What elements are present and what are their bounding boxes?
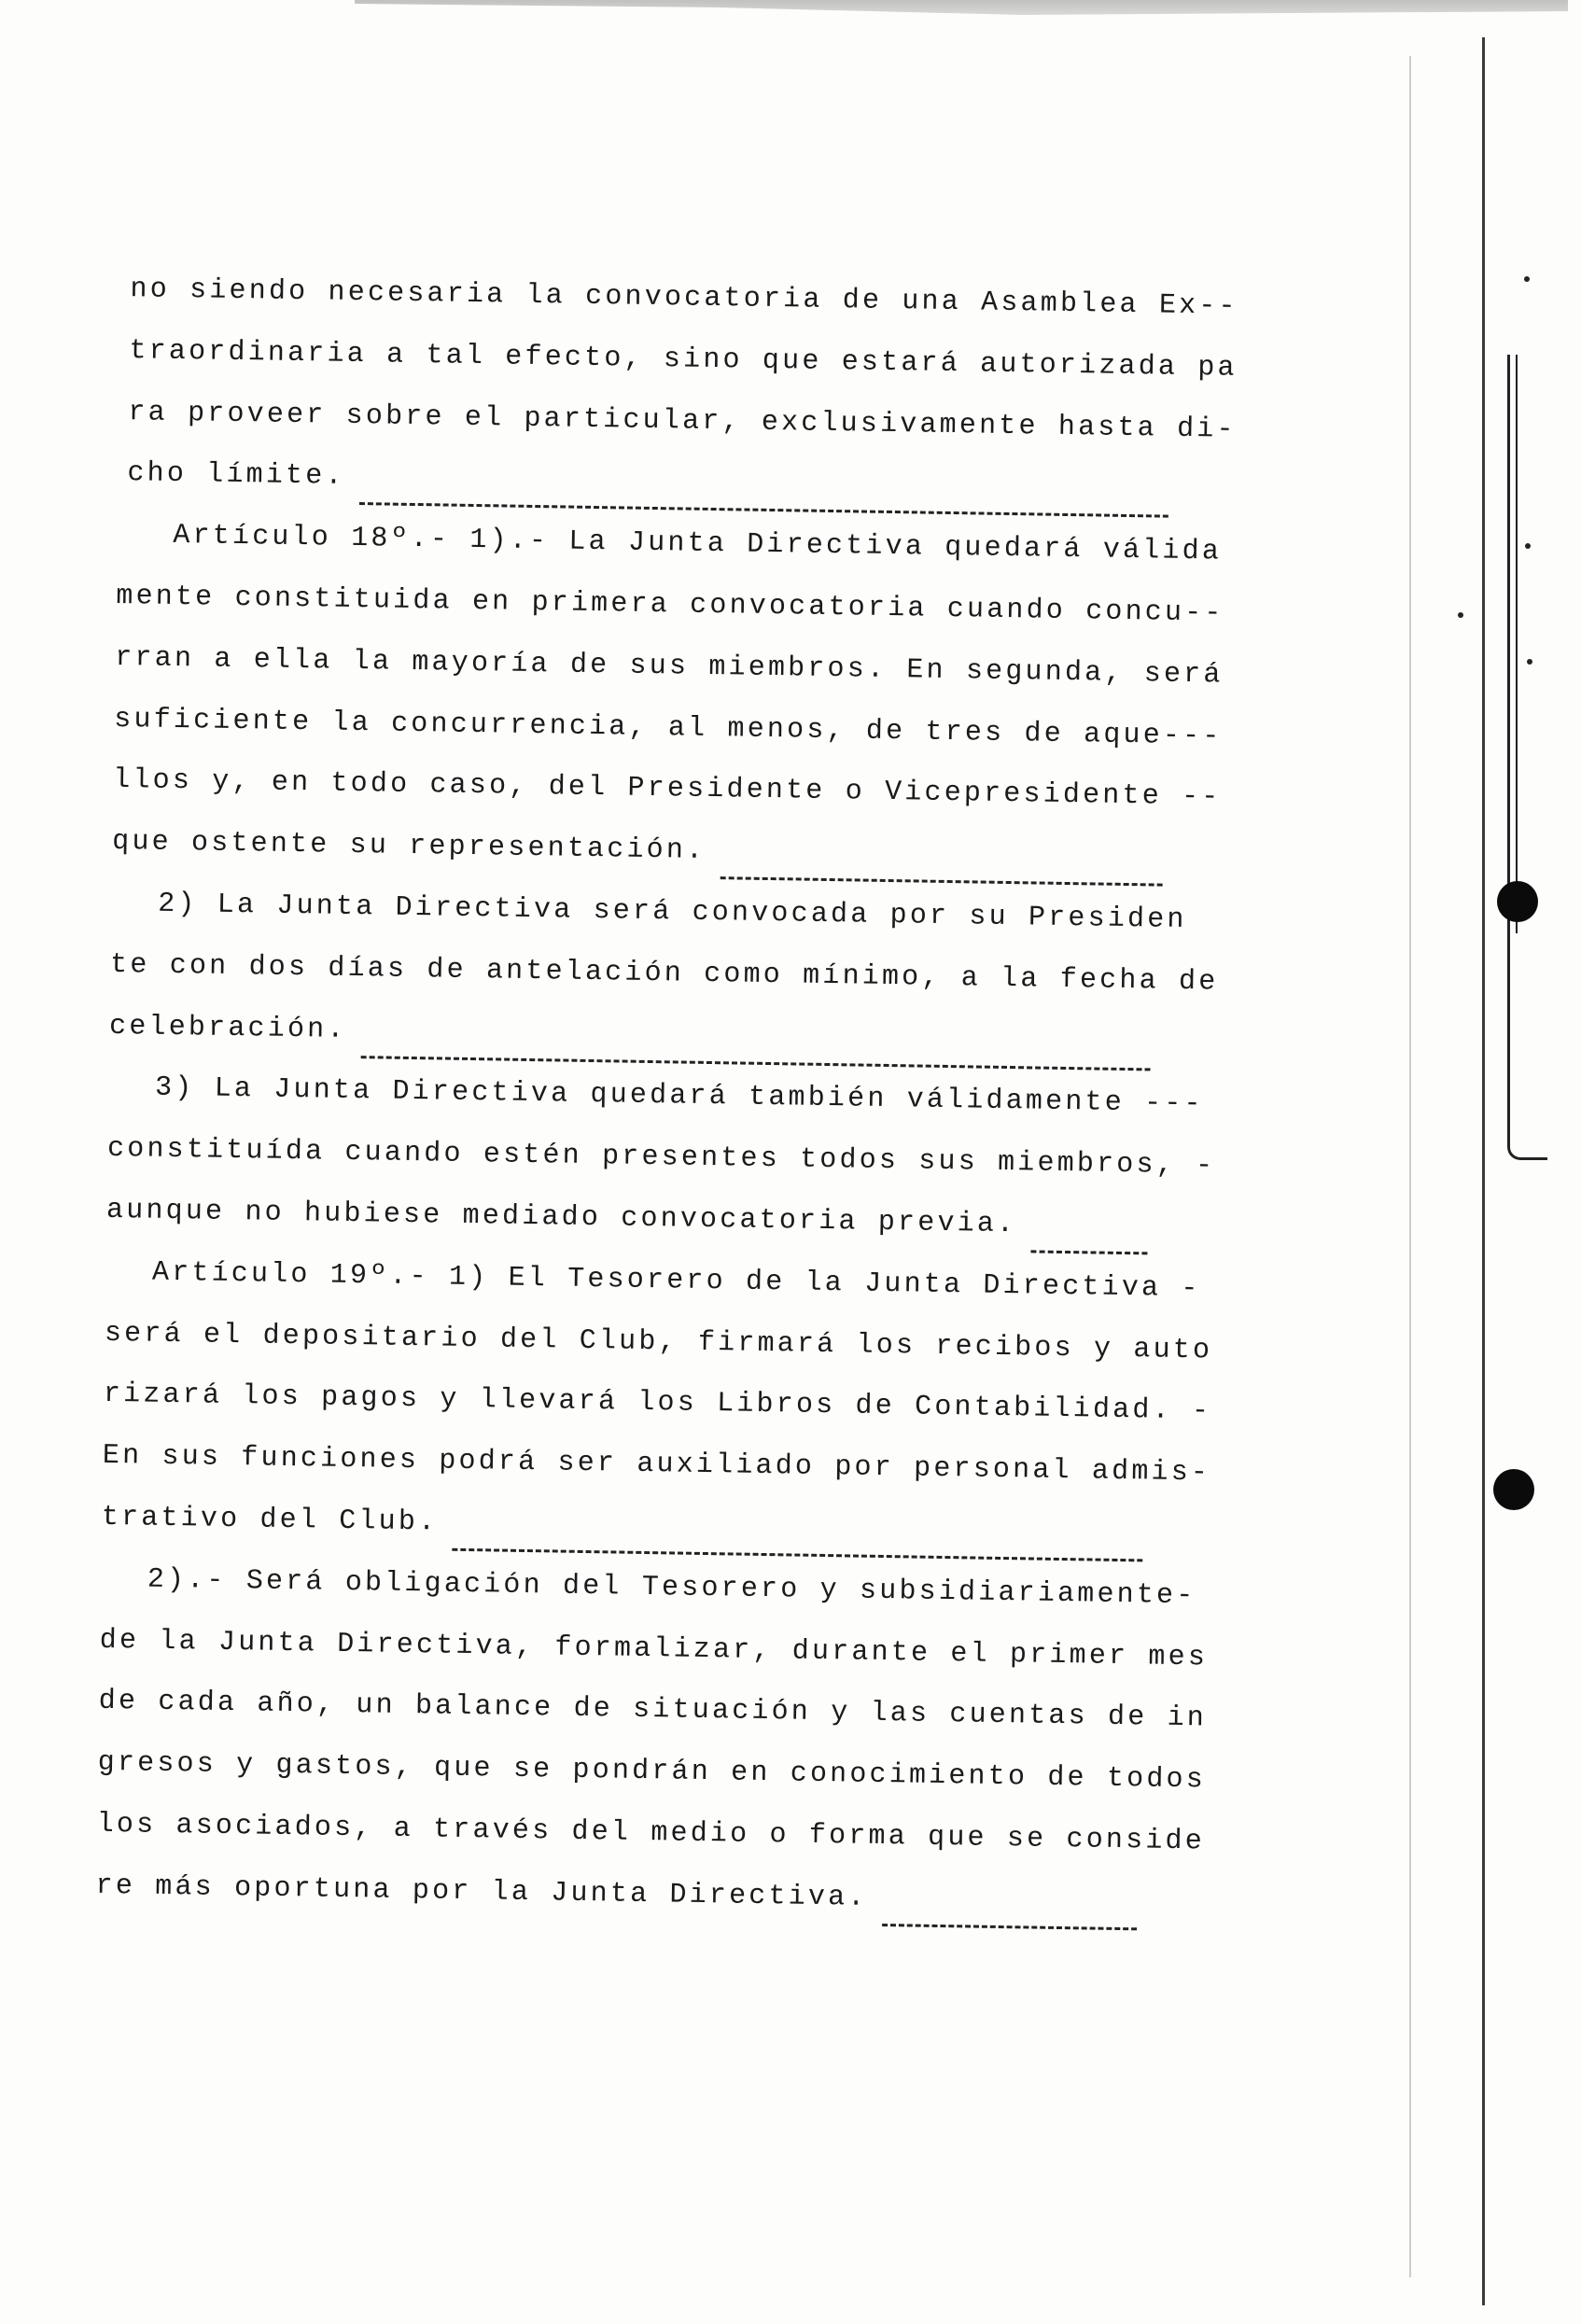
page-edge: [1482, 37, 1485, 2305]
text-line-content: 3) La Junta Directiva quedará también válidamente ---: [154, 1072, 1204, 1121]
text-line-content: En sus funciones podrá ser auxiliado por personal admis-: [102, 1439, 1211, 1490]
text-line-content: traordinaria a tal efecto, sino que estará autorizada pa: [129, 334, 1238, 385]
binder-clip-line: [1516, 355, 1518, 933]
text-line-content: de cada año, un balance de situación y las cuentas de in: [98, 1686, 1208, 1735]
text-line-content: que ostente su representación.: [111, 826, 707, 868]
scan-speck: [1525, 543, 1531, 549]
document-text-block: [95, 261, 1241, 1937]
text-line-content: será el depositario del Club, firmará los recibos y auto: [104, 1317, 1213, 1367]
text-line-content: Artículo 19º.- 1) El Tesorero de la Junta Directiva -: [151, 1256, 1201, 1306]
text-line-content: no siendo necesaria la convocatoria de una Asamblea Ex--: [130, 273, 1239, 323]
punch-hole-bottom: [1493, 1469, 1534, 1510]
fill-dashes: [882, 1907, 1137, 1930]
text-line-content: los asociados, a través del medio o forma que se conside: [96, 1808, 1206, 1858]
binder-clip-mark: [1507, 355, 1547, 1160]
page-fold-shadow: [1409, 56, 1411, 2277]
scan-speck: [1524, 276, 1530, 282]
text-line-content: re más oportuna por la Junta Directiva.: [95, 1869, 868, 1914]
text-line-content: 2).- Será obligación del Tesorero y subsidiariamente-: [147, 1563, 1196, 1612]
scan-speck: [1527, 659, 1532, 665]
text-line-content: cho límite.: [127, 457, 345, 494]
text-line-content: constituída cuando estén presentes todos sus miembros, -: [106, 1133, 1216, 1183]
text-line-content: suficiente la concurrencia, al menos, de tres de aque---: [114, 703, 1223, 753]
text-line-content: ra proveer sobre el particular, exclusivamente hasta di-: [128, 396, 1237, 446]
text-line-content: gresos y gastos, que se pondrán en conocimiento de todos: [97, 1746, 1207, 1797]
punch-hole-top: [1497, 881, 1538, 922]
scan-smudge: [355, 0, 1568, 37]
text-line-content: de la Junta Directiva, formalizar, durante el primer mes: [99, 1624, 1209, 1673]
text-line-content: 2) La Junta Directiva será convocada por su Presiden: [157, 888, 1187, 936]
text-line-content: te con dos días de antelación como mínimo, a la fecha de: [109, 948, 1219, 999]
text-line-content: llos y, en todo caso, del Presidente o Vicepresidente --: [112, 764, 1222, 814]
text-line-content: trativo del Club.: [101, 1501, 439, 1539]
text-line-content: Artículo 18º.- 1).- La Junta Directiva quedará válida: [173, 520, 1223, 568]
text-line-content: aunque no hubiese mediado convocatoria previa.: [105, 1194, 1017, 1241]
scan-speck: [1458, 612, 1463, 618]
text-line-content: mente constituida en primera convocatoria cuando concu--: [116, 580, 1224, 630]
text-line-content: rran a ella la mayoría de sus miembros. En segunda, será: [115, 641, 1224, 692]
fill-dashes: [1031, 1233, 1148, 1254]
fill-dashes: [721, 860, 1163, 886]
text-line-content: rizará los pagos y llevará los Libros de Contabilidad. -: [103, 1379, 1212, 1428]
text-line-content: celebración.: [108, 1010, 347, 1046]
